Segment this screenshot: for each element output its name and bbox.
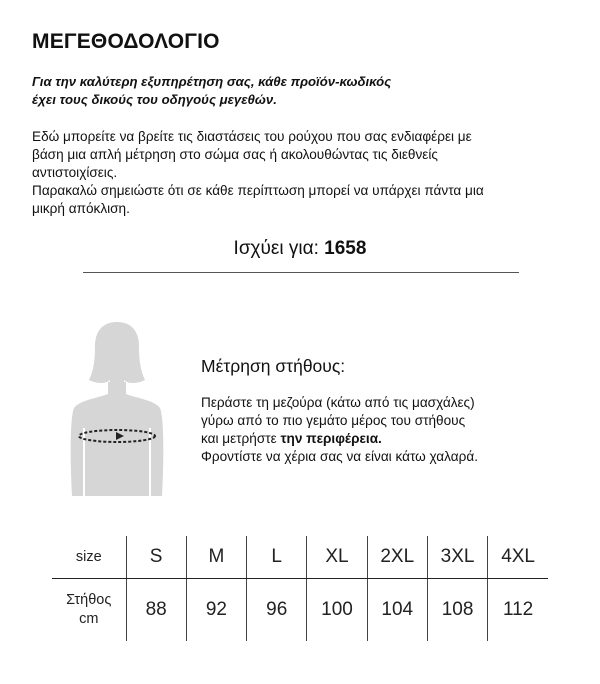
chest-value: 100 bbox=[307, 579, 367, 642]
size-table bbox=[52, 536, 548, 641]
intro-note bbox=[32, 73, 552, 109]
divider bbox=[83, 272, 519, 273]
chest-unit: cm bbox=[79, 611, 99, 627]
description-line: αντιστοιχίσεις. bbox=[32, 165, 118, 180]
chest-row bbox=[52, 579, 548, 642]
chest-value: 96 bbox=[247, 579, 307, 642]
size-cell: 2XL bbox=[367, 536, 427, 579]
size-cell: 3XL bbox=[427, 536, 487, 579]
torso-measuring-icon bbox=[62, 318, 172, 498]
chest-value: 92 bbox=[186, 579, 246, 642]
description-line: Παρακαλώ σημειώστε ότι σε κάθε περίπτωση μπορεί να υπάρχει πάντα μια bbox=[32, 183, 484, 198]
size-cell: S bbox=[126, 536, 186, 579]
instruction-text: και μετρήστε bbox=[201, 431, 281, 446]
size-header-row bbox=[52, 536, 548, 579]
instruction-line: Φροντίστε να χέρια σας να είναι κάτω χαλαρά. bbox=[201, 449, 478, 464]
intro-line: έχει τους δικούς του οδηγούς μεγεθών. bbox=[32, 92, 277, 107]
description-line: μικρή απόκλιση. bbox=[32, 201, 130, 216]
description-line: βάση μια απλή μέτρηση στο σώμα σας ή ακολουθώντας τις διεθνείς bbox=[32, 147, 438, 162]
instruction-line bbox=[201, 430, 561, 448]
valid-for-label: Ισχύει για: bbox=[233, 238, 325, 259]
chest-row-label bbox=[52, 579, 126, 642]
instruction-line: γύρω από το πιο γεμάτο μέρος του στήθους bbox=[201, 413, 466, 428]
measurement-instructions bbox=[201, 394, 561, 466]
instruction-line: Περάστε τη μεζούρα (κάτω από τις μασχάλες) bbox=[201, 395, 475, 410]
page-title: ΜΕΓΕΘΟΔΟΛΟΓΙΟ bbox=[32, 30, 220, 53]
instruction-emphasis: την περιφέρεια. bbox=[280, 431, 382, 446]
size-cell: 4XL bbox=[488, 536, 548, 579]
intro-line: Για την καλύτερη εξυπηρέτηση σας, κάθε προϊόν-κωδικός bbox=[32, 74, 392, 89]
size-cell: XL bbox=[307, 536, 367, 579]
size-cell: M bbox=[186, 536, 246, 579]
size-cell: L bbox=[247, 536, 307, 579]
chest-value: 104 bbox=[367, 579, 427, 642]
description-line: Εδώ μπορείτε να βρείτε τις διαστάσεις του ρούχου που σας ενδιαφέρει με bbox=[32, 129, 472, 144]
chest-value: 88 bbox=[126, 579, 186, 642]
product-code: 1658 bbox=[324, 238, 367, 259]
description bbox=[32, 128, 572, 218]
chest-value: 108 bbox=[427, 579, 487, 642]
chest-value: 112 bbox=[488, 579, 548, 642]
chest-label: Στήθος bbox=[66, 592, 112, 608]
measurement-title: Μέτρηση στήθους: bbox=[201, 356, 346, 376]
valid-for bbox=[0, 238, 600, 260]
size-header-label: size bbox=[52, 536, 126, 579]
